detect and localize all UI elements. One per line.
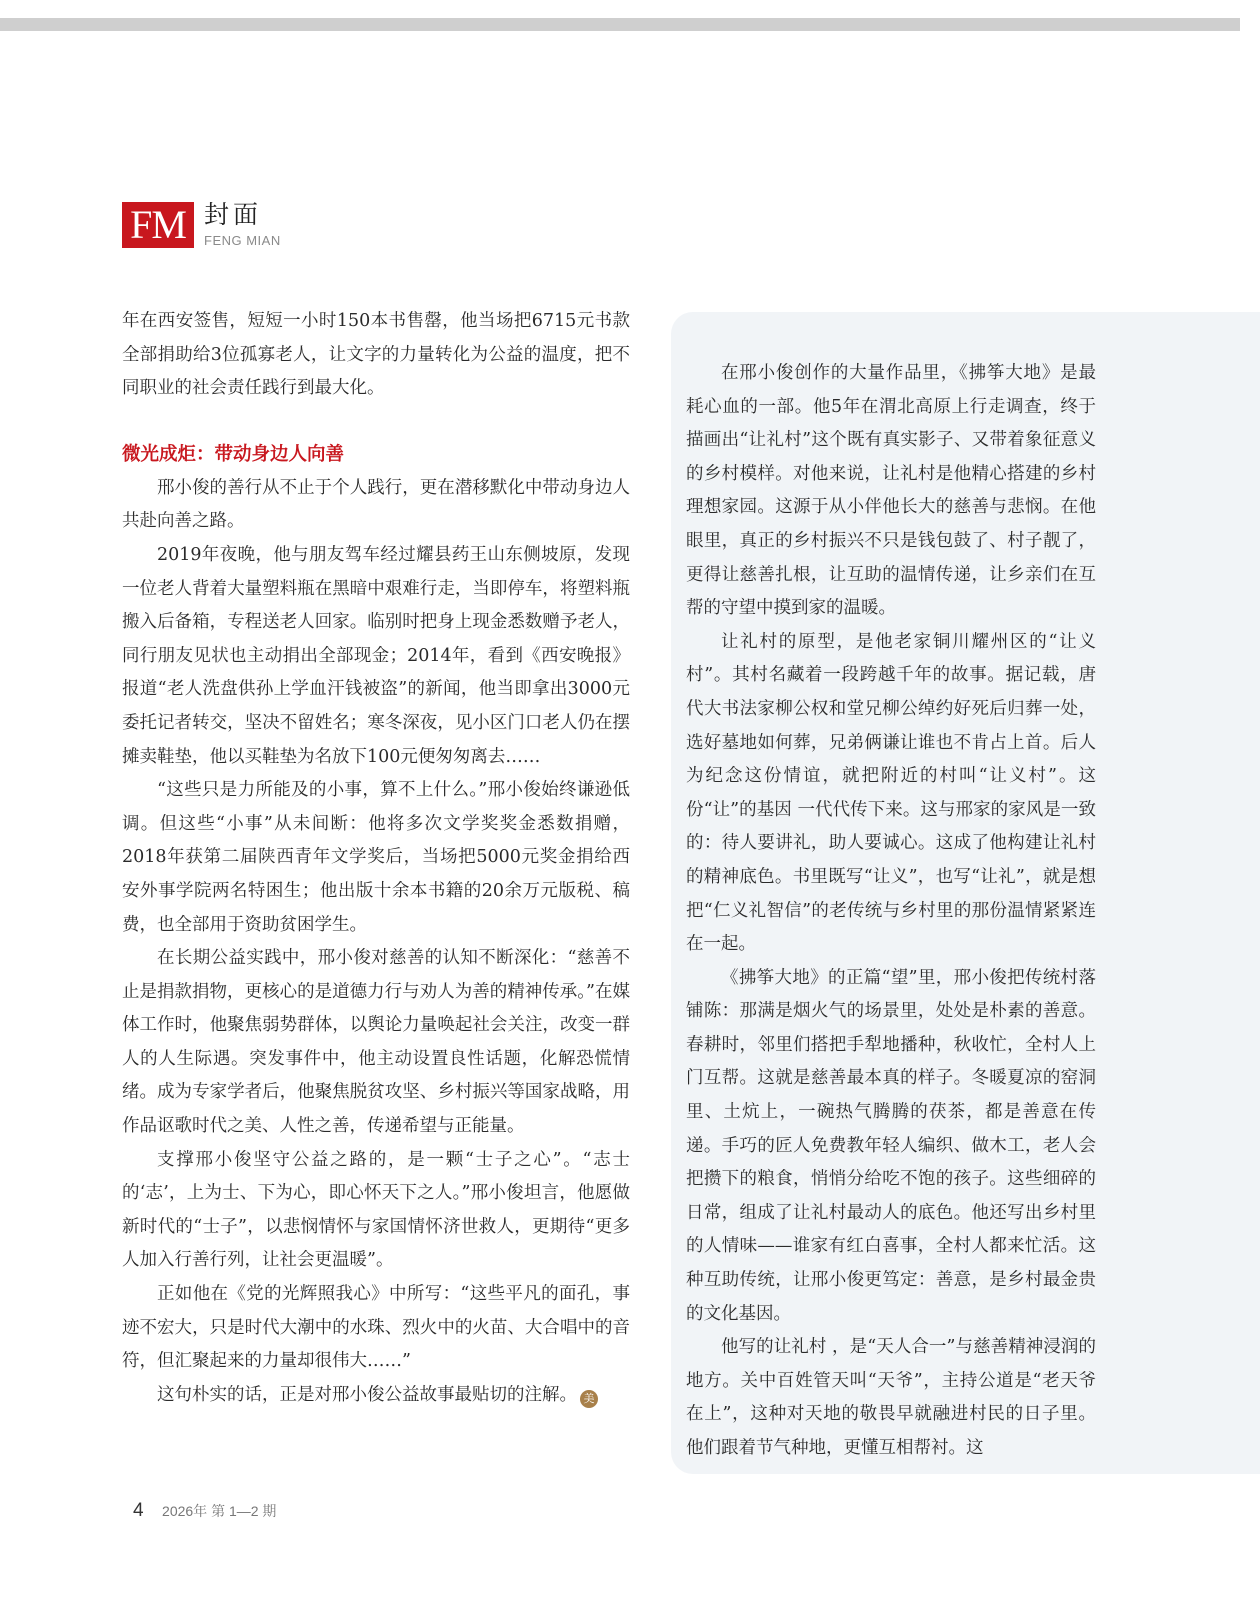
issue-label: 2026年 第 1—2 期: [162, 1503, 277, 1519]
paragraph: 在长期公益实践中，邢小俊对慈善的认知不断深化：“慈善不止是捐款捐物，更核心的是道德力行与劝人为善的精神传承。”在媒体工作时，他聚焦弱势群体，以舆论力量唤起社会关注，改变一群人的人生际遇。突发事件中，他主动设置良性话题，化解恐慌情绪。成为专家学者后，他聚焦脱贫攻坚、乡村振兴等国家战略，用作品讴歌时代之美、人性之善，传递希望与正能量。: [122, 948, 630, 1137]
paragraph: 让礼村的原型，是他老家铜川耀州区的“让义村”。其村名藏着一段跨越千年的故事。据记载，唐代大书法家柳公权和堂兄柳公绰约好死后归葬一处，选好墓地如何葬，兄弟俩谦让谁也不肯占上首。后人为纪念这份情谊，就把附近的村叫“让义村”。这份“让”的基因 一代代传下来。这与邢家的家风是一致的：待人要讲礼，助人要诚心。这成了他构建让礼村的精神底色。书里既写“让义”，也写“让礼”，就是想把“仁义礼智信”的老传统与乡村里的那份温情紧紧连在一起。: [686, 631, 1096, 955]
end-mark-icon: 美: [580, 1390, 598, 1408]
page-number: 4: [133, 1500, 144, 1521]
right-column: [686, 357, 1096, 1466]
paragraph: 正如他在《党的光辉照我心》中所写：“这些平凡的面孔，事迹不宏大，只是时代大潮中的水珠、烈火中的火苗、大合唱中的音符，但汇聚起来的力量却很伟大……”: [122, 1284, 630, 1372]
paragraph: 在邢小俊创作的大量作品里，《拂筝大地》是最耗心血的一部。他5年在渭北高原上行走调查，终于描画出“让礼村”这个既有真实影子、又带着象征意义的乡村模样。对他来说，让礼村是他精心搭建的乡村理想家园。这源于从小伴他长大的慈善与悲悯。在他眼里，真正的乡村振兴不只是钱包鼓了、村子靓了，更得让慈善扎根，让互助的温情传递，让乡亲们在互帮的守望中摸到家的温暖。: [686, 363, 1096, 619]
paragraph: “这些只是力所能及的小事，算不上什么。”邢小俊始终谦逊低调。但这些“小事”从未间断：他将多次文学奖奖金悉数捐赠，2018年获第二届陕西青年文学奖后，当场把5000元奖金捐给西安外事学院两名特困生；他出版十余本书籍的20余万元版税、稿费，也全部用于资助贫困学生。: [122, 780, 630, 935]
fm-logo: FM: [122, 202, 194, 248]
subheading: 微光成炬：带动身边人向善: [122, 443, 345, 465]
closing-text: 这句朴实的话，正是对邢小俊公益故事最贴切的注解。: [157, 1384, 577, 1405]
section-subtitle: FENG MIAN: [204, 233, 281, 248]
paragraph: 他写的让礼村 ，是“天人合一”与慈善精神浸润的地方。关中百姓管天叫“天爷”，主持公道是“老天爷在上”，这种对天地的敬畏早就融进村民的日子里。他们跟着节气种地，更懂互相帮衬。这: [686, 1337, 1096, 1458]
closing-paragraph: [122, 1379, 630, 1413]
paragraph: 支撑邢小俊坚守公益之路的，是一颗“士子之心”。“志士的‘志’，上为士、下为心，即心怀天下之人。”邢小俊坦言，他愿做新时代的“士子”，以悲悯情怀与家国情怀济世救人，更期待“更多人加入行善行列，让社会更温暖”。: [122, 1149, 630, 1271]
page-footer: [133, 1500, 276, 1522]
intro-paragraph: 年在西安签售，短短一小时150本书售罄，他当场把6715元书款全部捐助给3位孤寡老人，让文字的力量转化为公益的温度，把不同职业的社会责任践行到最大化。: [122, 311, 630, 399]
paragraph: 邢小俊的善行从不止于个人践行，更在潜移默化中带动身边人共赴向善之路。: [122, 477, 630, 532]
left-column: [122, 305, 630, 1412]
paragraph: 2019年夜晚，他与朋友驾车经过耀县药王山东侧坡原，发现一位老人背着大量塑料瓶在黑暗中艰难行走，当即停车，将塑料瓶搬入后备箱，专程送老人回家。临别时把身上现金悉数赠予老人，同行朋友见状也主动捐出全部现金；2014年，看到《西安晚报》报道“老人洗盘供孙上学血汗钱被盗”的新闻，他当即拿出3000元委托记者转交，坚决不留姓名；寒冬深夜，见小区门口老人仍在摆摊卖鞋垫，他以买鞋垫为名放下100元便匆匆离去……: [122, 544, 630, 767]
top-bar: [0, 18, 1240, 31]
paragraph: 《拂筝大地》的正篇“望”里，邢小俊把传统村落铺陈：那满是烟火气的场景里，处处是朴素的善意。春耕时，邻里们搭把手犁地播种，秋收忙，全村人上门互帮。这就是慈善最本真的样子。冬暖夏凉的窑洞里、土炕上，一碗热气腾腾的茯茶，都是善意在传递。手巧的匠人免费教年轻人编织、做木工，老人会把攒下的粮食，悄悄分给吃不饱的孩子。这些细碎的日常，组成了让礼村最动人的底色。他还写出乡村里的人情味——谁家有红白喜事，全村人都来忙活。这种互助传统，让邢小俊更笃定：善意，是乡村最金贵的文化基因。: [686, 967, 1096, 1324]
section-title: 封面: [204, 200, 263, 229]
